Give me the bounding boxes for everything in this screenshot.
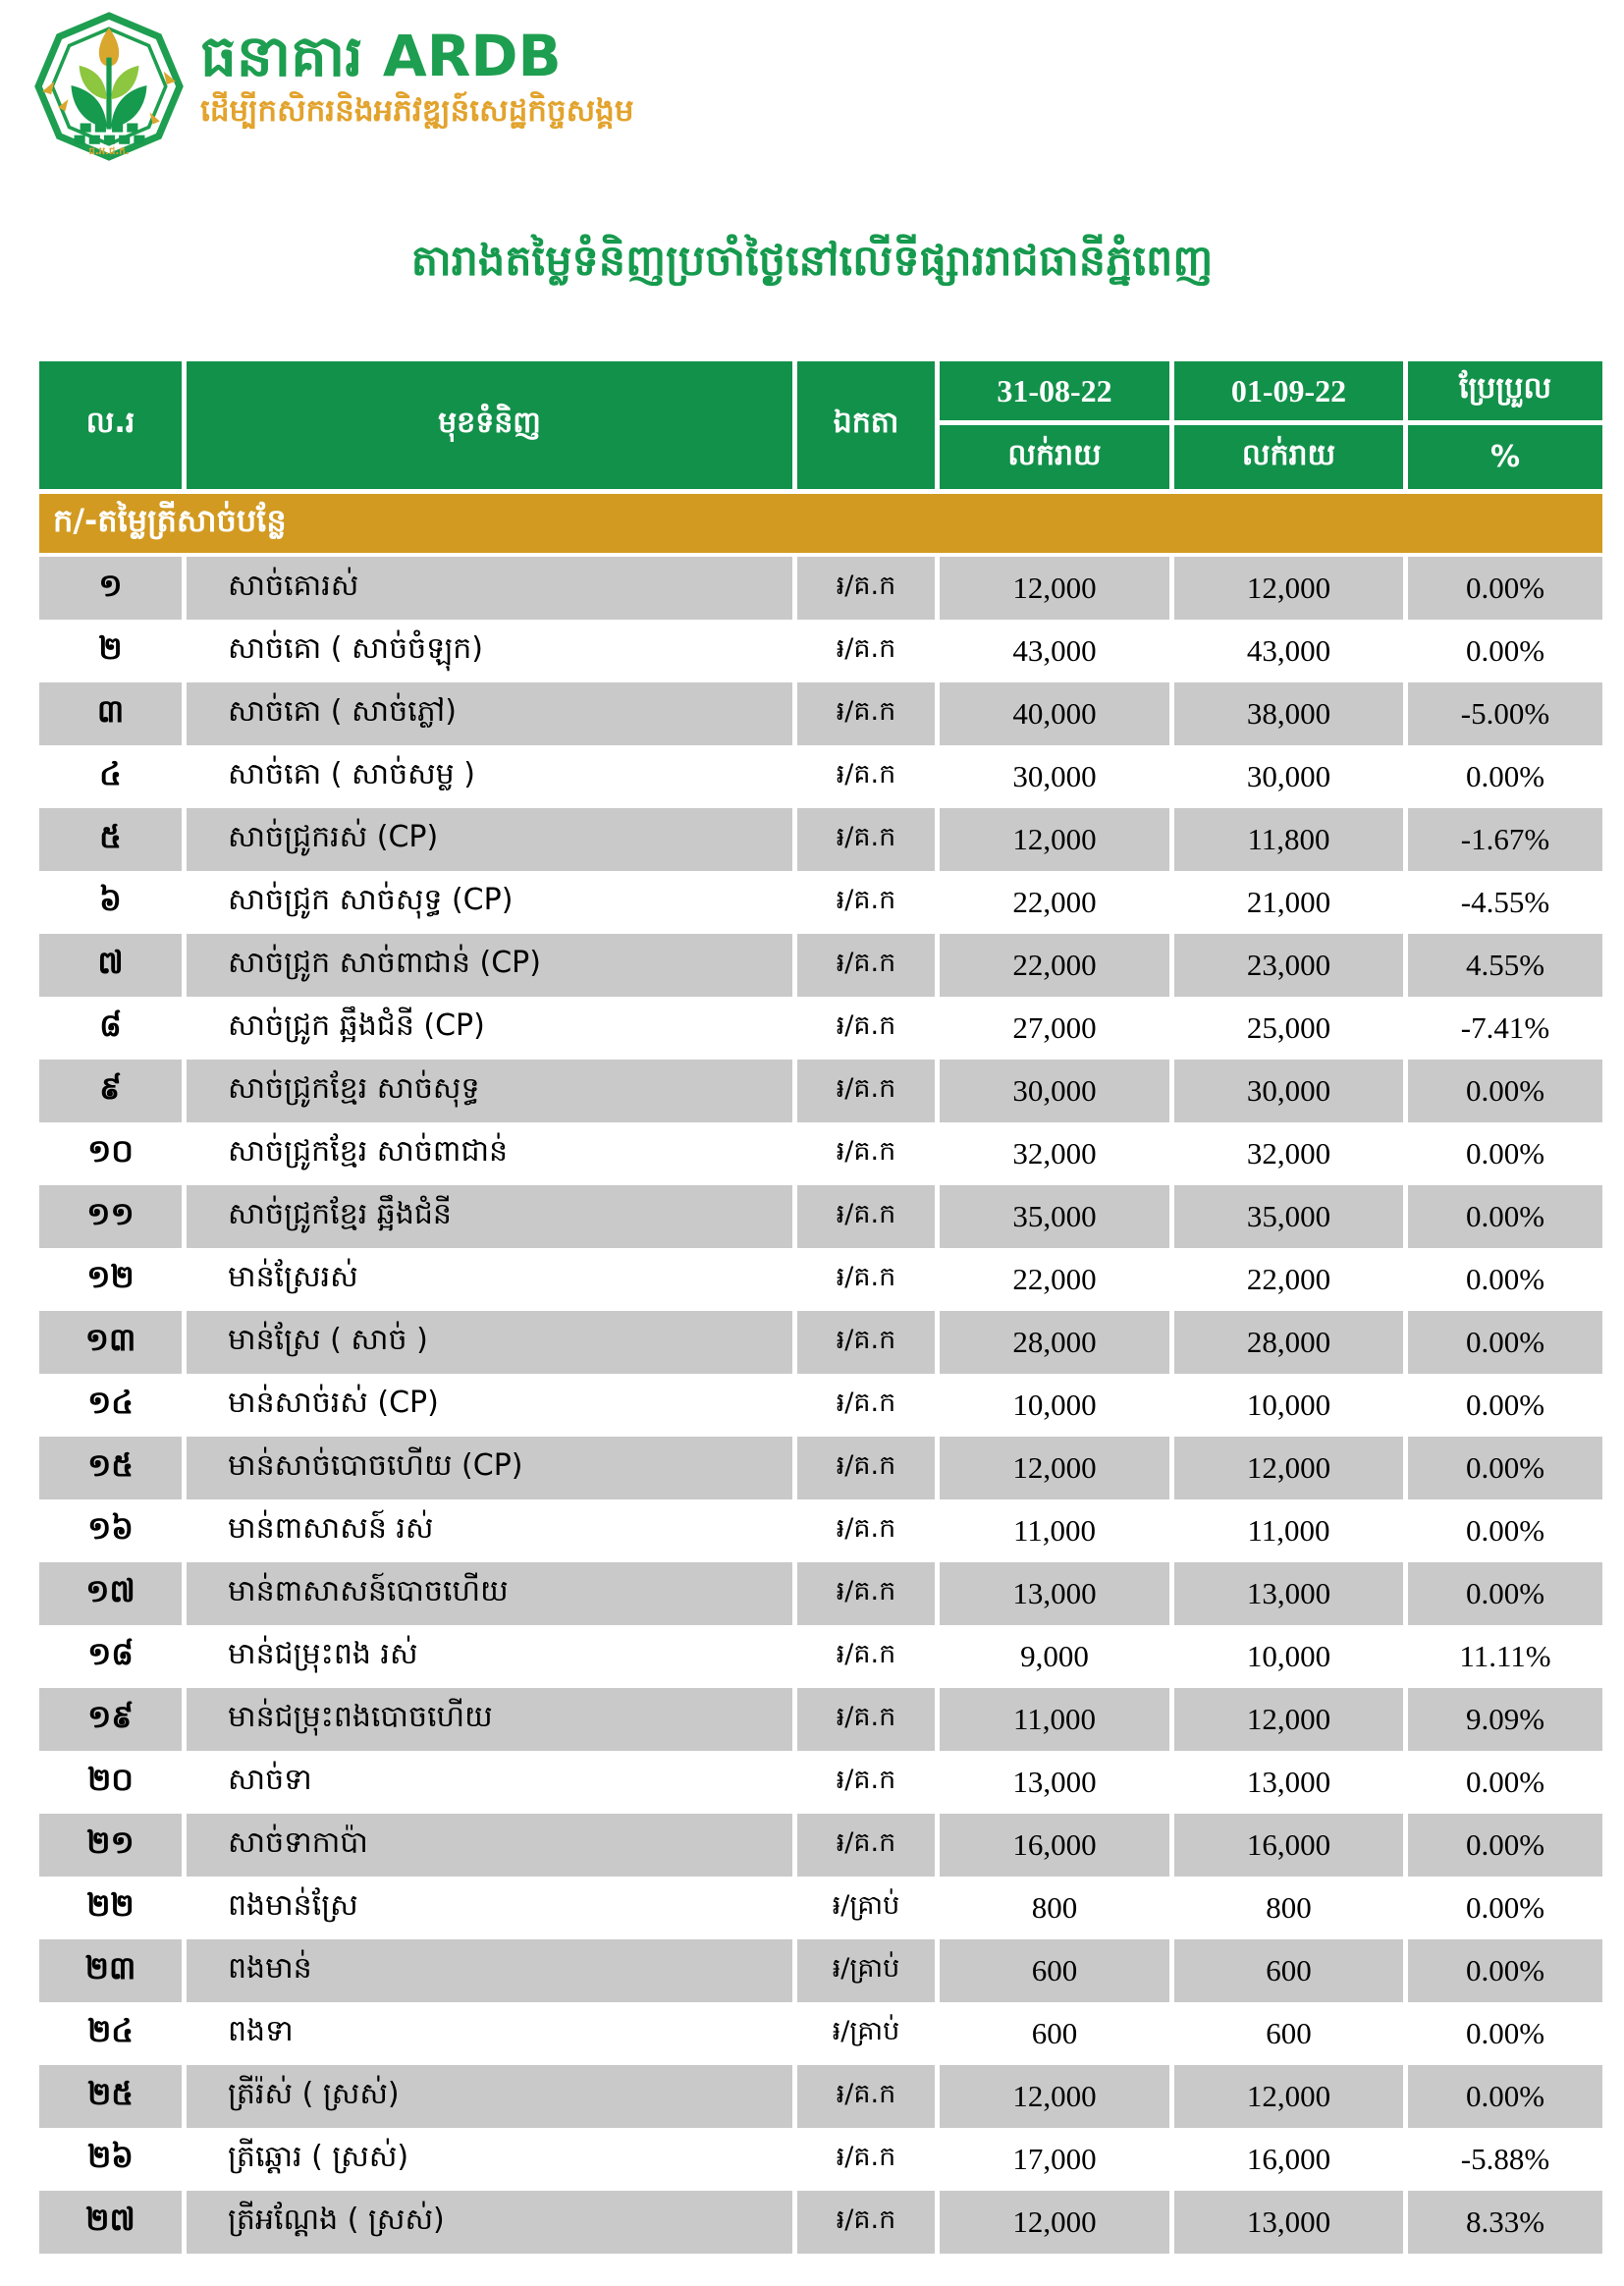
table-row bbox=[39, 620, 1602, 682]
item-unit: ៛/គ.ក bbox=[797, 557, 940, 620]
price-day1: 12,000 bbox=[940, 557, 1174, 620]
price-day1: 13,000 bbox=[940, 1562, 1174, 1625]
table-row bbox=[39, 1122, 1602, 1185]
change-percent: 0.00% bbox=[1465, 2079, 1545, 2113]
row-number: ២៤ bbox=[39, 2002, 187, 2065]
row-number: ៣ bbox=[39, 682, 187, 745]
row-number: ១៦ bbox=[39, 1499, 187, 1562]
item-name: ពងទា bbox=[187, 2002, 797, 2065]
change-percent: -4.55% bbox=[1460, 885, 1550, 919]
item-name: មាន់ពាសាសន៍បោចហើយ bbox=[187, 1562, 797, 1625]
item-name: មាន់សាច់រស់ (CP) bbox=[187, 1374, 797, 1437]
change-percent: 0.00% bbox=[1465, 1325, 1545, 1359]
item-name: សាច់ជ្រូក សាច់សុទ្ធ (CP) bbox=[187, 871, 797, 934]
item-name: ត្រីរ៉ស់ ( ស្រស់) bbox=[187, 2065, 797, 2128]
change-percent: 0.00% bbox=[1465, 1890, 1545, 1925]
price-day1: 11,000 bbox=[940, 1499, 1174, 1562]
price-table bbox=[39, 361, 1602, 2254]
row-number: ២៥ bbox=[39, 2065, 187, 2128]
price-day1: 12,000 bbox=[940, 1437, 1174, 1499]
item-name: សាច់ជ្រូករស់ (CP) bbox=[187, 808, 797, 871]
price-day1: 22,000 bbox=[940, 934, 1174, 997]
price-day1: 600 bbox=[940, 1939, 1174, 2002]
table-row bbox=[39, 934, 1602, 997]
table-row bbox=[39, 2002, 1602, 2065]
item-name: មាន់ជម្រុះពងបោចហើយ bbox=[187, 1688, 797, 1751]
item-unit: ៛/គ.ក bbox=[797, 997, 940, 1060]
table-row bbox=[39, 1499, 1602, 1562]
item-name: សាច់ជ្រូក សាច់ពាជាន់ (CP) bbox=[187, 934, 797, 997]
item-name: សាច់ជ្រូកខ្មែរ សាច់សុទ្ធ bbox=[187, 1060, 797, 1122]
price-day2: 10,000 bbox=[1174, 1374, 1408, 1437]
price-day1: 22,000 bbox=[940, 871, 1174, 934]
row-number: ២៧ bbox=[39, 2191, 187, 2254]
change-percent: 0.00% bbox=[1465, 2016, 1545, 2050]
item-name: មាន់ជម្រុះពង រស់ bbox=[187, 1625, 797, 1688]
table-header bbox=[39, 361, 1602, 494]
change-percent: 0.00% bbox=[1465, 759, 1545, 793]
change-percent: 0.00% bbox=[1465, 1450, 1545, 1485]
table-row bbox=[39, 1939, 1602, 2002]
row-number: ១៤ bbox=[39, 1374, 187, 1437]
item-name: សាច់ជ្រូកខ្មែរ សាច់ពាជាន់ bbox=[187, 1122, 797, 1185]
item-unit: ៛/គ្រាប់ bbox=[797, 1939, 940, 2002]
table-row bbox=[39, 1751, 1602, 1814]
item-unit: ៛/គ.ក bbox=[797, 1499, 940, 1562]
change-percent: 0.00% bbox=[1465, 1765, 1545, 1799]
change-percent: 0.00% bbox=[1465, 1262, 1545, 1296]
row-number: ២៣ bbox=[39, 1939, 187, 2002]
price-day2: 16,000 bbox=[1174, 2128, 1408, 2191]
row-number: ១២ bbox=[39, 1248, 187, 1311]
table-row bbox=[39, 682, 1602, 745]
change-percent: 8.33% bbox=[1465, 2204, 1545, 2239]
row-number: ២២ bbox=[39, 1877, 187, 1939]
price-day1: 16,000 bbox=[940, 1814, 1174, 1877]
price-day1: 30,000 bbox=[940, 745, 1174, 808]
item-unit: ៛/គ.ក bbox=[797, 682, 940, 745]
price-day2: 13,000 bbox=[1174, 1562, 1408, 1625]
price-day2: 12,000 bbox=[1174, 2065, 1408, 2128]
item-unit: ៛/គ.ក bbox=[797, 2191, 940, 2254]
price-day2: 11,000 bbox=[1174, 1499, 1408, 1562]
item-unit: ៛/គ.ក bbox=[797, 1248, 940, 1311]
row-number: ២០ bbox=[39, 1751, 187, 1814]
table-row bbox=[39, 2191, 1602, 2254]
price-day1: 800 bbox=[940, 1877, 1174, 1939]
price-day2: 10,000 bbox=[1174, 1625, 1408, 1688]
price-day2: 25,000 bbox=[1174, 997, 1408, 1060]
item-unit: ៛/គ.ក bbox=[797, 934, 940, 997]
change-percent: 11.11% bbox=[1459, 1639, 1551, 1673]
section-band: ក/-តម្លៃត្រីសាច់បន្លែ bbox=[39, 494, 1602, 557]
item-unit: ៛/គ្រាប់ bbox=[797, 1877, 940, 1939]
item-name: សាច់គោ ( សាច់ភ្លៅ) bbox=[187, 682, 797, 745]
price-day2: 11,800 bbox=[1174, 808, 1408, 871]
table-row bbox=[39, 1877, 1602, 1939]
table-row bbox=[39, 871, 1602, 934]
table-row bbox=[39, 745, 1602, 808]
item-name: ពងមាន់ស្រែ bbox=[187, 1877, 797, 1939]
item-unit: ៛/គ.ក bbox=[797, 1751, 940, 1814]
row-number: ២ bbox=[39, 620, 187, 682]
change-percent: 0.00% bbox=[1465, 1136, 1545, 1170]
row-number: ៩ bbox=[39, 1060, 187, 1122]
item-unit: ៛/គ.ក bbox=[797, 1688, 940, 1751]
header-retail-1: លក់រាយ bbox=[940, 425, 1174, 489]
item-unit: ៛/គ.ក bbox=[797, 1311, 940, 1374]
table-row bbox=[39, 808, 1602, 871]
price-day2: 22,000 bbox=[1174, 1248, 1408, 1311]
table-row bbox=[39, 997, 1602, 1060]
price-day2: 13,000 bbox=[1174, 2191, 1408, 2254]
change-percent: -5.00% bbox=[1460, 696, 1550, 731]
item-unit: ៛/គ.ក bbox=[797, 871, 940, 934]
table-row bbox=[39, 1311, 1602, 1374]
header-unit: ឯកតា bbox=[797, 361, 940, 489]
item-name: សាច់ជ្រូកខ្មែរ ឆ្អឹងជំនី bbox=[187, 1185, 797, 1248]
row-number: ២៦ bbox=[39, 2128, 187, 2191]
item-unit: ៛/គ.ក bbox=[797, 1374, 940, 1437]
price-day2: 800 bbox=[1174, 1877, 1408, 1939]
item-name: មាន់ស្រែ ( សាច់ ) bbox=[187, 1311, 797, 1374]
price-day1: 600 bbox=[940, 2002, 1174, 2065]
brand-tagline: ដើម្បីកសិករនិងអភិវឌ្ឍន៍សេដ្ឋកិច្ចសង្គម bbox=[200, 92, 634, 129]
item-unit: ៛/គ.ក bbox=[797, 1122, 940, 1185]
logo-acronym: ធ.អ.ជ.ក. bbox=[88, 145, 130, 157]
item-unit: ៛/គ្រាប់ bbox=[797, 2002, 940, 2065]
price-day2: 30,000 bbox=[1174, 1060, 1408, 1122]
price-day1: 40,000 bbox=[940, 682, 1174, 745]
header-percent: % bbox=[1408, 425, 1602, 489]
price-day1: 43,000 bbox=[940, 620, 1174, 682]
price-day2: 21,000 bbox=[1174, 871, 1408, 934]
item-unit: ៛/គ.ក bbox=[797, 1060, 940, 1122]
item-name: សាច់គោរស់ bbox=[187, 557, 797, 620]
header-date-2: 01-09-22 bbox=[1174, 361, 1408, 425]
change-percent: 0.00% bbox=[1465, 1953, 1545, 1987]
table-row bbox=[39, 1562, 1602, 1625]
table-row bbox=[39, 2128, 1602, 2191]
item-unit: ៛/គ.ក bbox=[797, 808, 940, 871]
table-row bbox=[39, 1374, 1602, 1437]
table-row bbox=[39, 1060, 1602, 1122]
change-percent: 0.00% bbox=[1465, 1576, 1545, 1610]
price-day2: 12,000 bbox=[1174, 557, 1408, 620]
price-day1: 22,000 bbox=[940, 1248, 1174, 1311]
row-number: ៧ bbox=[39, 934, 187, 997]
change-percent: 4.55% bbox=[1465, 948, 1545, 982]
price-day1: 17,000 bbox=[940, 2128, 1174, 2191]
price-day2: 13,000 bbox=[1174, 1751, 1408, 1814]
price-day1: 11,000 bbox=[940, 1688, 1174, 1751]
item-name: សាច់ទា bbox=[187, 1751, 797, 1814]
row-number: ១៣ bbox=[39, 1311, 187, 1374]
price-day1: 9,000 bbox=[940, 1625, 1174, 1688]
item-unit: ៛/គ.ក bbox=[797, 2065, 940, 2128]
ardb-logo-icon bbox=[34, 12, 184, 161]
change-percent: 0.00% bbox=[1465, 571, 1545, 605]
item-unit: ៛/គ.ក bbox=[797, 745, 940, 808]
change-percent: 0.00% bbox=[1465, 1827, 1545, 1862]
item-name: មាន់សាច់បោចហើយ (CP) bbox=[187, 1437, 797, 1499]
price-day1: 12,000 bbox=[940, 2191, 1174, 2254]
change-percent: 0.00% bbox=[1465, 1073, 1545, 1108]
table-row bbox=[39, 1814, 1602, 1877]
item-unit: ៛/គ.ក bbox=[797, 1625, 940, 1688]
row-number: ១១ bbox=[39, 1185, 187, 1248]
price-day1: 30,000 bbox=[940, 1060, 1174, 1122]
table-row bbox=[39, 1185, 1602, 1248]
price-day2: 35,000 bbox=[1174, 1185, 1408, 1248]
change-percent: 0.00% bbox=[1465, 1513, 1545, 1548]
price-day2: 38,000 bbox=[1174, 682, 1408, 745]
row-number: ៨ bbox=[39, 997, 187, 1060]
item-name: ពងមាន់ bbox=[187, 1939, 797, 2002]
item-unit: ៛/គ.ក bbox=[797, 1814, 940, 1877]
item-unit: ៛/គ.ក bbox=[797, 620, 940, 682]
item-name: សាច់ទាកាប៉ា bbox=[187, 1814, 797, 1877]
header-no: ល.រ bbox=[39, 361, 187, 489]
price-day2: 28,000 bbox=[1174, 1311, 1408, 1374]
brand-block bbox=[200, 23, 634, 136]
item-name: មាន់ស្រែរស់ bbox=[187, 1248, 797, 1311]
change-percent: -7.41% bbox=[1460, 1010, 1550, 1045]
price-day1: 13,000 bbox=[940, 1751, 1174, 1814]
item-name: សាច់គោ ( សាច់សម្ល ) bbox=[187, 745, 797, 808]
row-number: ១៧ bbox=[39, 1562, 187, 1625]
price-day1: 10,000 bbox=[940, 1374, 1174, 1437]
item-name: ត្រីអណ្ដែង ( ស្រស់) bbox=[187, 2191, 797, 2254]
row-number: ១៩ bbox=[39, 1688, 187, 1751]
price-day2: 600 bbox=[1174, 1939, 1408, 2002]
item-unit: ៛/គ.ក bbox=[797, 2128, 940, 2191]
table-row bbox=[39, 1437, 1602, 1499]
logo-plant-icon bbox=[71, 27, 146, 157]
brand-name: ធនាគារ ARDB bbox=[200, 23, 562, 89]
table-row bbox=[39, 1688, 1602, 1751]
change-percent: 0.00% bbox=[1465, 1388, 1545, 1422]
price-day2: 600 bbox=[1174, 2002, 1408, 2065]
item-unit: ៛/គ.ក bbox=[797, 1185, 940, 1248]
price-day2: 12,000 bbox=[1174, 1437, 1408, 1499]
header-retail-2: លក់រាយ bbox=[1174, 425, 1408, 489]
header-date-1: 31-08-22 bbox=[940, 361, 1174, 425]
row-number: ៤ bbox=[39, 745, 187, 808]
item-unit: ៛/គ.ក bbox=[797, 1562, 940, 1625]
price-day1: 12,000 bbox=[940, 808, 1174, 871]
table-row bbox=[39, 1625, 1602, 1688]
table-row bbox=[39, 1248, 1602, 1311]
row-number: ៥ bbox=[39, 808, 187, 871]
price-day2: 23,000 bbox=[1174, 934, 1408, 997]
price-day1: 12,000 bbox=[940, 2065, 1174, 2128]
item-name: ត្រីឆ្ដោរ ( ស្រស់) bbox=[187, 2128, 797, 2191]
item-name: សាច់ជ្រូក ឆ្អឹងជំនី (CP) bbox=[187, 997, 797, 1060]
price-day1: 32,000 bbox=[940, 1122, 1174, 1185]
price-day2: 43,000 bbox=[1174, 620, 1408, 682]
change-percent: 0.00% bbox=[1465, 633, 1545, 668]
price-day1: 27,000 bbox=[940, 997, 1174, 1060]
item-name: មាន់ពាសាសន៍ រស់ bbox=[187, 1499, 797, 1562]
row-number: ៦ bbox=[39, 871, 187, 934]
item-name: សាច់គោ ( សាច់ចំឡុក) bbox=[187, 620, 797, 682]
price-day1: 28,000 bbox=[940, 1311, 1174, 1374]
change-percent: 9.09% bbox=[1465, 1702, 1545, 1736]
price-day2: 32,000 bbox=[1174, 1122, 1408, 1185]
row-number: ១៨ bbox=[39, 1625, 187, 1688]
row-number: ១ bbox=[39, 557, 187, 620]
table-row bbox=[39, 2065, 1602, 2128]
page-title: តារាងតម្លៃទំនិញប្រចាំថ្ងៃនៅលើទីផ្សាររាជធានីភ្នំពេញ bbox=[410, 237, 1214, 286]
row-number: ២១ bbox=[39, 1814, 187, 1877]
header-change: ប្រែប្រួល bbox=[1408, 361, 1602, 425]
price-day2: 16,000 bbox=[1174, 1814, 1408, 1877]
change-percent: -1.67% bbox=[1460, 822, 1550, 856]
header-item: មុខទំនិញ bbox=[187, 361, 797, 489]
row-number: ១០ bbox=[39, 1122, 187, 1185]
price-day2: 30,000 bbox=[1174, 745, 1408, 808]
change-percent: -5.88% bbox=[1460, 2142, 1550, 2176]
change-percent: 0.00% bbox=[1465, 1199, 1545, 1233]
price-day1: 35,000 bbox=[940, 1185, 1174, 1248]
row-number: ១៥ bbox=[39, 1437, 187, 1499]
price-day2: 12,000 bbox=[1174, 1688, 1408, 1751]
table-row bbox=[39, 557, 1602, 620]
item-unit: ៛/គ.ក bbox=[797, 1437, 940, 1499]
